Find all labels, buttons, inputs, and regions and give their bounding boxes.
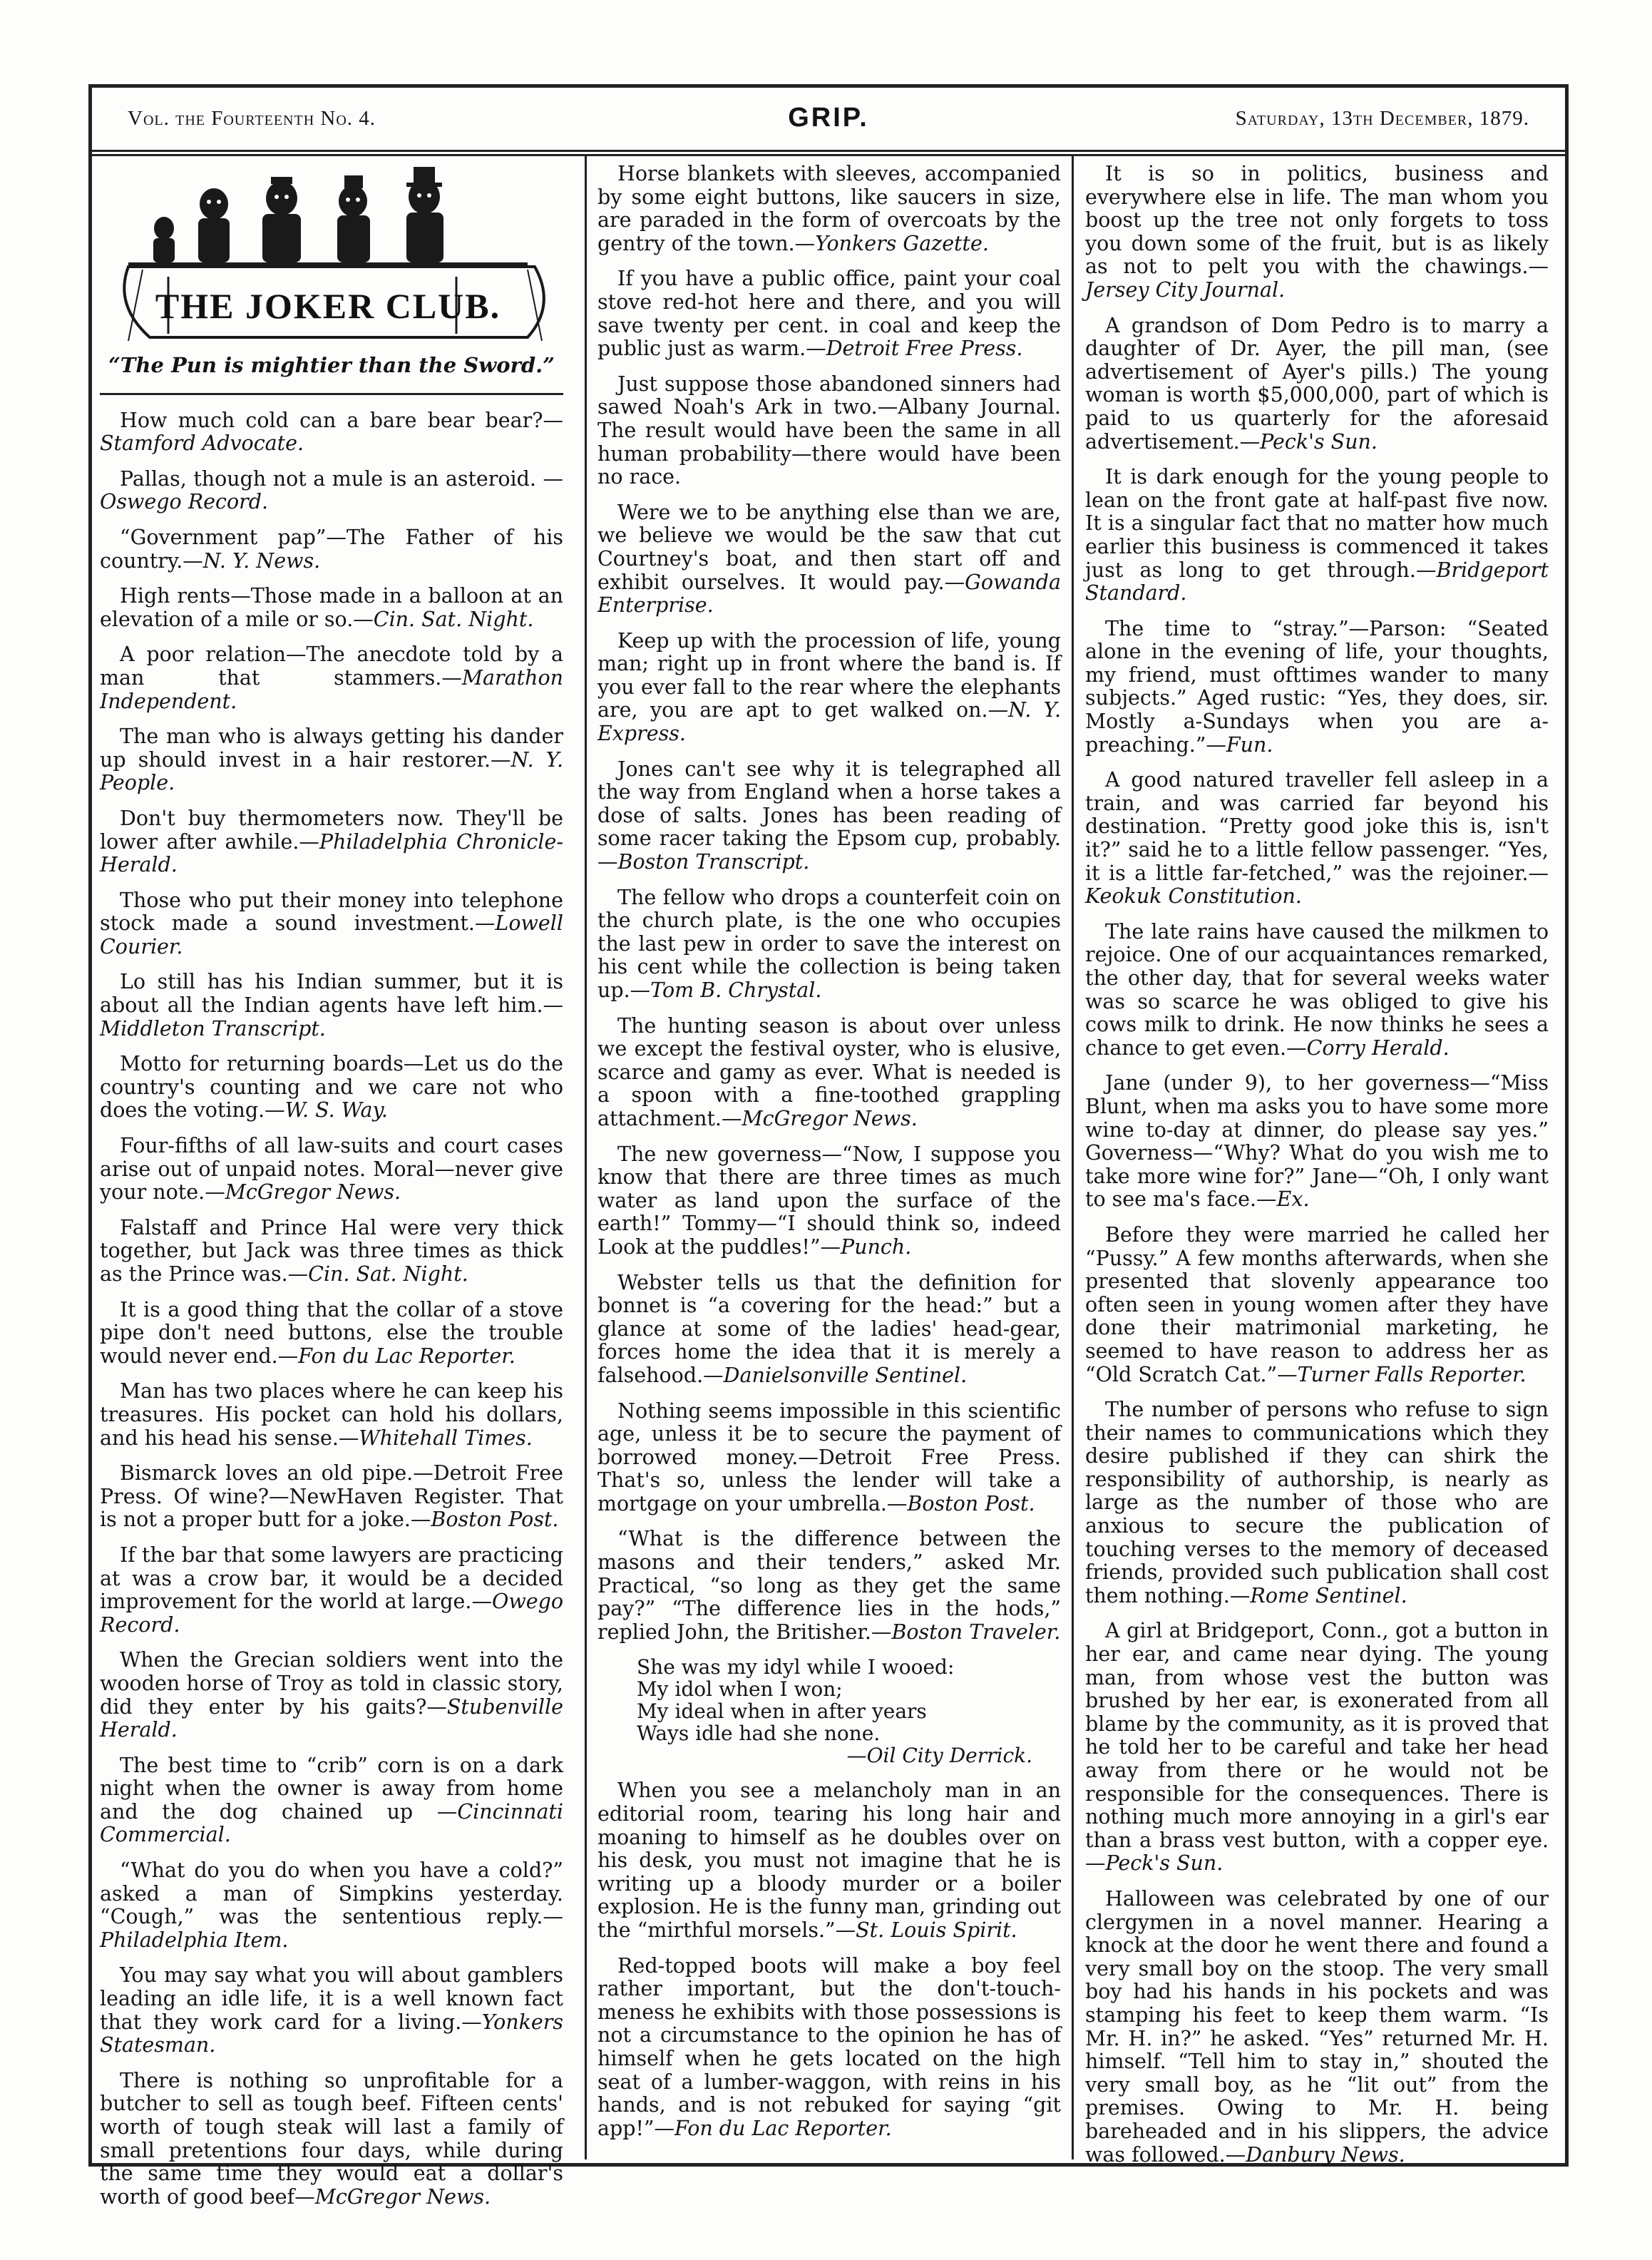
- joke-text: A poor relation—The anecdote told by a man that stammers.—: [100, 643, 563, 690]
- joke-paragraph: [100, 468, 563, 514]
- poem-source: —Oil City Derrick.: [846, 1744, 1032, 1768]
- joke-paragraph: [100, 971, 563, 1040]
- joke-paragraph: [597, 630, 1061, 746]
- joke-text: The time to “stray.”—Parson: “Seated alone in the evening of life, your thoughts, my friend, must ofttimes wander to many subjects.” Aged rustic: “Yes, they does, sir. Mostly a-Sundays when you are a-preaching.”—: [1085, 616, 1549, 757]
- logo-motto: “The Pun is mightier than the Sword.”: [108, 353, 555, 377]
- joke-paragraph: [597, 1779, 1061, 1942]
- motto-rule: [100, 393, 563, 395]
- joke-source: N. Y. News.: [202, 548, 321, 573]
- joke-text: Motto for returning boards—Let us do the country's counting and we care not who does the voting.—: [100, 1052, 563, 1123]
- joke-source: Philadelphia Chronicle-Herald.: [100, 829, 563, 877]
- joke-source: Peck's Sun.: [1105, 1851, 1223, 1876]
- joke-paragraph: [100, 526, 563, 573]
- poem-line: She was my idyl while I wooed:: [637, 1655, 955, 1679]
- masthead: [88, 98, 1569, 138]
- joke-text: Jane (under 9), to her governess—“Miss Blunt, when ma asks you to have some more wine to-day at dinner, do please say yes.” Governess—“Why? What do you wish me to take more wine for?” Jane—“Oh, I only want to see ma's face.—: [1085, 1071, 1549, 1212]
- joke-text: If you have a public office, paint your coal stove red-hot here and there, and you will save twenty per cent. in coal and keep the public just as warm.—: [597, 267, 1061, 361]
- joke-text: Before they were married he called her “Pussy.” A few months afterwards, when she presented that slovenly appearance too often seen in young women after they have done their matrimonial marketing, he seemed to have reason to address her as “Old Scratch Cat.”—: [1085, 1222, 1549, 1386]
- joke-source: Fon du Lac Reporter.: [674, 2116, 892, 2140]
- joke-text: The hunting season is about over unless we except the festival oyster, who is elusive, scarce and gamy as ever. What is needed is a spoon with a fine-toothed grappling attachment.—: [597, 1013, 1061, 1130]
- joke-source: Middleton Transcript.: [100, 1016, 326, 1040]
- joke-text: The late rains have caused the milkmen to rejoice. One of our acquaintances remarked, the other day, that for several weeks water was so scarce he was obliged to give his cows milk to drink. He now thinks he sees a chance to get even.—: [1085, 919, 1549, 1060]
- joke-source: W. S. Way.: [284, 1098, 388, 1123]
- joke-source: Fon du Lac Reporter.: [298, 1344, 515, 1368]
- joke-text: When the Grecian soldiers went into the wooden horse of Troy as told in classic story, did they enter by his gaits?—: [100, 1648, 563, 1719]
- joke-paragraph: [100, 585, 563, 631]
- joke-text: Falstaff and Prince Hal were very thick together, but Jack was three times as thick as the Prince was.—: [100, 1215, 563, 1286]
- joke-source: Oswego Record.: [100, 490, 269, 514]
- joke-paragraph: [597, 1272, 1061, 1388]
- joke-text: There is nothing so unprofitable for a butcher to sell as tough beef. Fifteen cents' worth of tough steak will last a family of small pretentions four days, while during the same time they would eat a dollar's worth of good beef—: [100, 2068, 563, 2209]
- joke-paragraph: [597, 1015, 1061, 1131]
- joke-source: Stamford Advocate.: [100, 431, 304, 456]
- column-divider: [585, 155, 587, 2159]
- joker-club-logo: [100, 163, 563, 348]
- joke-paragraph: [100, 1964, 563, 2057]
- joke-source: Detroit Free Press.: [826, 337, 1023, 361]
- joke-source: Boston Post.: [907, 1491, 1035, 1515]
- joke-paragraph: [1085, 618, 1549, 757]
- joke-text: It is a good thing that the collar of a stove pipe don't need buttons, else the trouble would never end.—: [100, 1297, 563, 1368]
- joke-source: Philadelphia Item.: [100, 1928, 289, 1952]
- joke-source: McGregor News.: [742, 1106, 918, 1130]
- joke-paragraph: [100, 1754, 563, 1847]
- joke-source: Cincinnati Commercial.: [100, 1799, 563, 1847]
- joke-source: Corry Herald.: [1306, 1036, 1450, 1060]
- joke-source: Marathon Independent.: [100, 665, 563, 713]
- joke-source: St. Louis Spirit.: [856, 1918, 1017, 1942]
- joke-text: How much cold can a bare bear bear?—: [120, 408, 563, 432]
- joke-text: It is so in politics, business and everywhere else in life. The man whom you boost up the tree not only forgets to toss you down some of the fruit, but is as likely as not to pelt you with the chawings.—: [1085, 162, 1549, 279]
- joke-text: Don't buy thermometers now. They'll be lower after awhile.—: [100, 806, 563, 854]
- joke-text: If the bar that some lawyers are practicing at was a crow bar, it would be a decided improvement for the world at large.—: [100, 1543, 563, 1614]
- joke-paragraph: [597, 1143, 1061, 1259]
- joke-source: McGregor News.: [225, 1180, 401, 1205]
- joke-paragraph: [597, 886, 1061, 1003]
- joke-text: A girl at Bridgeport, Conn., got a button in her ear, and came near dying. The young man, from whose vest the button was brushed by her ear, is exonerated from all blame by the community, as it is proved that he told her to be careful and take her head away from there or he would not be responsible for the consequences. There is nothing much more annoying in a girl's ear than a brass vest button, with a copper eye.—: [1085, 1619, 1549, 1876]
- joker-club-illustration: [100, 163, 563, 348]
- joke-paragraph: [100, 1859, 563, 1952]
- joke-paragraph: [1085, 1888, 1549, 2167]
- joke-text: The man who is always getting his dander up should invest in a hair restorer.—: [100, 725, 563, 772]
- joke-paragraph: [1085, 1399, 1549, 1607]
- joke-text: Those who put their money into telephone stock made a sound investment.—: [100, 888, 563, 936]
- joke-source: Jersey City Journal.: [1085, 277, 1286, 302]
- joke-paragraph: [1085, 1620, 1549, 1876]
- joke-paragraph: [1085, 1072, 1549, 1212]
- joke-text: Keep up with the procession of life, young man; right up in front where the band is. If you ever fall to the rear where the elephants are, you are apt to get walked on.—: [597, 628, 1061, 722]
- poem-line: My idol when I won;: [637, 1677, 843, 1702]
- joke-source: Keokuk Constitution.: [1085, 884, 1302, 909]
- column-3: [1085, 162, 1549, 2167]
- joke-paragraph: [597, 758, 1061, 874]
- joke-source: Punch.: [841, 1234, 912, 1259]
- joke-source: Danbury News.: [1246, 2142, 1405, 2167]
- joke-paragraph: [100, 409, 563, 456]
- joke-text: A grandson of Dom Pedro is to marry a daughter of Dr. Ayer, the pill man, (see advertisement of Ayer's pills.) The young woman is worth $5,000,000, part of which is paid to us quarterly for the aforesaid advertisement.—: [1085, 313, 1549, 454]
- joke-text: The best time to “crib” corn is on a dark night when the owner is away from home and the dog chained up —: [100, 1753, 563, 1824]
- column-1: [100, 163, 564, 2209]
- joke-text: Just suppose those abandoned sinners had sawed Noah's Ark in two.—Albany Journal. The result would have been the same in all human probability—there would have been no race.: [597, 372, 1061, 489]
- joke-paragraph: [100, 889, 563, 959]
- joke-source: N. Y. People.: [100, 747, 564, 795]
- joke-text: Pallas, though not a mule is an asteroid. —: [120, 466, 563, 491]
- joke-source: Owego Record.: [100, 1590, 563, 1637]
- joke-text: The new governess—“Now, I suppose you know that there are three times as much water as land upon the surface of the earth!” Tommy—“I should think so, indeed Look at the puddles!”—: [597, 1142, 1061, 1259]
- joke-source: McGregor News.: [314, 2184, 491, 2209]
- joke-paragraph: [1085, 921, 1549, 1060]
- joke-source: Tom B. Chrystal.: [650, 978, 822, 1002]
- joke-text: “What do you do when you have a cold?” asked a man of Simpkins yesterday. “Cough,” was the sententious reply.—: [100, 1858, 563, 1929]
- joke-text: High rents—Those made in a balloon at an elevation of a mile or so.—: [100, 584, 563, 631]
- joke-source: Cin. Sat. Night.: [308, 1262, 468, 1286]
- column-divider: [1072, 155, 1074, 2159]
- joke-paragraph: [597, 267, 1061, 360]
- joke-text: When you see a melancholy man in an editorial room, tearing his long hair and moaning to himself as he doubles over on his desk, you must not imagine that he is writing up a bloody murder or a boiler explosion. He is the funny man, grinding out the “mirthful morsels.”—: [597, 1779, 1061, 1942]
- joke-text: Bismarck loves an old pipe.—Detroit Free Press. Of wine?—NewHaven Register. That is not a proper butt for a joke.—: [100, 1461, 563, 1532]
- joke-text: Lo still has his Indian summer, but it is about all the Indian agents have left him.—: [100, 970, 563, 1018]
- joke-text: Jones can't see why it is telegraphed all the way from England when a horse takes a dose of salts. Jones has been reading of some racer taking the Epsom cup, probably. —: [597, 757, 1061, 874]
- newspaper-title: GRIP.: [788, 103, 869, 133]
- joke-text: Nothing seems impossible in this scientific age, unless it be to secure the payment of borrowed money.—Detroit Free Press. That's so, unless the lender will take a mortgage on your umbrella.—: [597, 1399, 1061, 1515]
- joke-paragraph: [100, 1462, 563, 1532]
- joke-source: Fun.: [1226, 732, 1273, 757]
- joke-source: Yonkers Gazette.: [815, 231, 989, 255]
- joke-paragraph: [100, 1217, 563, 1287]
- joke-source: Danielsonville Sentinel.: [723, 1363, 968, 1387]
- joke-source: Cin. Sat. Night.: [373, 607, 534, 631]
- poem-line: Ways idle had she none.: [637, 1722, 881, 1746]
- joke-source: Boston Transcript.: [617, 850, 810, 874]
- joke-source: N. Y. Express.: [597, 698, 1062, 746]
- joke-paragraph: [100, 1544, 563, 1637]
- volume-number: Vol. the Fourteenth No. 4.: [128, 107, 376, 130]
- joke-paragraph: [597, 163, 1061, 255]
- joke-paragraph: [100, 1299, 563, 1369]
- joke-source: Lowell Courier.: [100, 911, 563, 958]
- joke-paragraph: [100, 1053, 563, 1123]
- poem: [637, 1656, 1061, 1766]
- joke-paragraph: [100, 1135, 563, 1205]
- joke-source: Boston Traveler.: [891, 1620, 1061, 1644]
- joke-text: Four-fifths of all law-suits and court cases arise out of unpaid notes. Moral—never give your note.—: [100, 1134, 563, 1205]
- header-rule-double: [88, 154, 1569, 156]
- joke-source: Boston Post.: [431, 1508, 559, 1532]
- joke-text: It is dark enough for the young people to lean on the front gate at half-past five now. It is a singular fact that no matter how much earlier this business is commenced it takes just as long to get through.—: [1085, 465, 1549, 582]
- jokes-list-2: [597, 163, 1061, 2140]
- joke-paragraph: [1085, 315, 1549, 454]
- joke-text: “What is the difference between the masons and their tenders,” asked Mr. Practical, “so long as they get the same pay?” “The difference lies in the hods,” replied John, the Britisher.—: [597, 1527, 1061, 1644]
- joke-paragraph: [1085, 466, 1549, 605]
- joke-paragraph: [100, 2070, 563, 2209]
- joke-source: Gowanda Enterprise.: [597, 570, 1061, 618]
- joke-text: A good natured traveller fell asleep in a train, and was carried far beyond his destination. “Pretty good joke this is, isn't it?” said he to a little fellow passenger. “Yes, it is a little far-fetched,” was the rejoiner.—: [1085, 768, 1549, 885]
- column-2: [597, 163, 1061, 2159]
- jokes-list-3: [1085, 163, 1549, 2167]
- joke-source: Peck's Sun.: [1260, 429, 1377, 454]
- joke-paragraph: [100, 1649, 563, 1742]
- joke-source: Ex.: [1276, 1187, 1310, 1212]
- joke-paragraph: [597, 501, 1061, 618]
- joke-source: Stubenville Herald.: [100, 1694, 563, 1742]
- issue-date: Saturday, 13th December, 1879.: [1235, 107, 1529, 130]
- joke-paragraph: [1085, 1224, 1549, 1386]
- joke-text: You may say what you will about gamblers leading an idle life, it is a well known fact that they work card for a living.—: [100, 1963, 563, 2034]
- logo-title: THE JOKER CLUB.: [155, 286, 501, 326]
- joke-text: “Government pap”—The Father of his country.—: [100, 525, 563, 573]
- jokes-list-1: [100, 409, 563, 2209]
- joke-text: Horse blankets with sleeves, accompanied by some eight buttons, like saucers in size, are paraded in the form of overcoats by the gentry of the town.—: [597, 162, 1061, 255]
- joke-source: Rome Sentinel.: [1250, 1583, 1407, 1607]
- joke-paragraph: [100, 807, 563, 877]
- joke-paragraph: [100, 1380, 563, 1450]
- header-rule: [88, 150, 1569, 152]
- joke-text: The fellow who drops a counterfeit coin on the church plate, is the one who occupies the last pew in order to save the interest on his cent while the collection is being taken up.—: [597, 885, 1061, 1002]
- joke-source: Bridgeport Standard.: [1085, 558, 1549, 605]
- joke-text: Red-topped boots will make a boy feel rather important, but the don't-touch-meness he exhibits with those possessions is not a circumstance to the opinion he has of himself when he gets located on the high seat of a lumber-waggon, with reins in his hands, and is not rebuked for saying “git app!”—: [597, 1953, 1061, 2140]
- joke-text: Webster tells us that the definition for bonnet is “a covering for the head:” but a glance at some of the ladies' head-gear, forces home the idea that it is merely a falsehood.—: [597, 1270, 1061, 1387]
- joke-paragraph: [100, 643, 563, 713]
- joke-paragraph: [597, 1528, 1061, 1644]
- joke-paragraph: [597, 1400, 1061, 1516]
- joke-text: The number of persons who refuse to sign their names to communications which they desire published if they can shirk the responsibility of authorship, is nearly as large as the number of those who are anxious to secure the publication of touching verses to the memory of deceased friends, provided such publication shall cost them nothing.—: [1085, 1398, 1549, 1607]
- joke-text: Were we to be anything else than we are, we believe we would be the saw that cut Courtney's boat, and then start off and exhibit ourselves. It would pay.—: [597, 500, 1061, 594]
- poem-line: My ideal when in after years: [637, 1699, 927, 1724]
- joke-paragraph: [1085, 163, 1549, 302]
- joke-paragraph: [597, 1955, 1061, 2141]
- joke-paragraph: [1085, 769, 1549, 909]
- joke-source: Yonkers Statesman.: [100, 2010, 563, 2057]
- joke-paragraph: [597, 373, 1061, 489]
- joke-paragraph: [100, 725, 563, 795]
- joke-source: Whitehall Times.: [359, 1426, 533, 1450]
- joke-source: Turner Falls Reporter.: [1297, 1362, 1527, 1386]
- joke-text: Man has two places where he can keep his treasures. His pocket can hold his dollars, and his head his sense.—: [100, 1379, 563, 1450]
- joke-text: Halloween was celebrated by one of our clergymen in a novel manner. Hearing a knock at the door he went there and found a very small boy on the stoop. The very small boy had his hands in his pockets and was stamping his feet to keep them warm. “Is Mr. H. in?” he asked. “Yes” returned Mr. H. himself. “Tell him to stay in,” shouted the very small boy, as he “lit out” from the premises. Owing to Mr. H. being bareheaded and in his slippers, the advice was followed.—: [1085, 1886, 1549, 2167]
